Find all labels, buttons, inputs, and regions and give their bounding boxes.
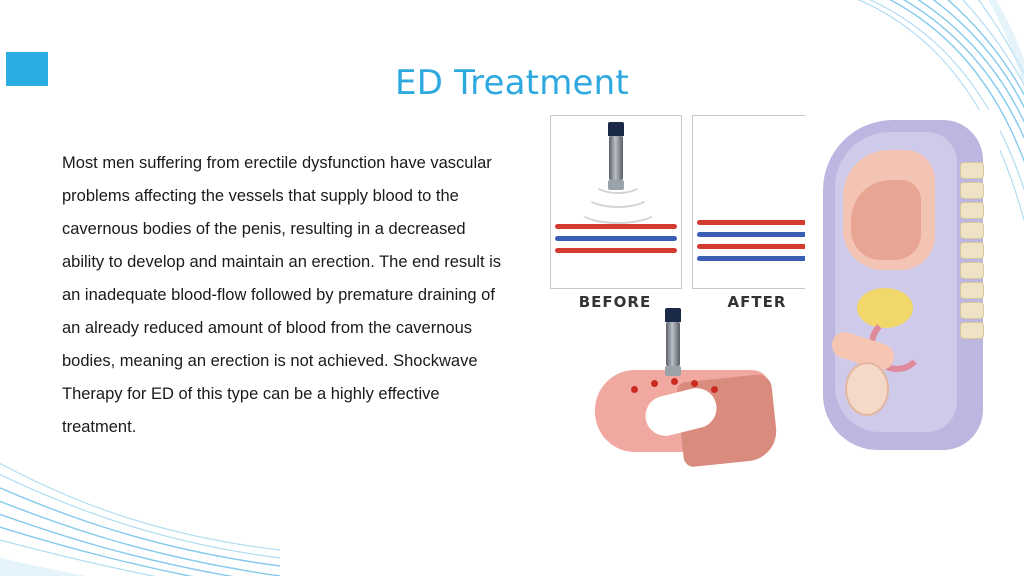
treatment-point [631,386,638,393]
blood-vessel [555,236,677,241]
treatment-point [691,380,698,387]
blood-vessel [697,232,819,237]
treatment-point [651,380,658,387]
blood-vessel [555,248,677,253]
shockwave-probe-icon [608,122,624,190]
intestine-fold [851,180,921,260]
treatment-point [671,378,678,385]
body-paragraph: Most men suffering from erectile dysfunction have vascular problems affecting the vessels that supply blood to the cavernous bodies of the penis, resulting in a decreased ability to develop and maintain an erection. The end result is an inadequate blood-flow followed by premature draining of an already reduced amount of blood from the cavernous bodies, meaning an erection is not achieved. Shockwave Therapy for ED of this type can be a highly effective treatment. [62,153,502,436]
spine [962,162,984,347]
shockwave-probe-icon [665,308,681,376]
before-label: BEFORE [578,293,652,311]
blood-vessel [555,224,677,229]
before-panel-image [550,115,682,289]
treatment-point [711,386,718,393]
treatment-illustration [585,308,795,468]
testis [845,362,889,416]
blood-vessel [697,244,819,249]
page-title: ED Treatment [395,62,629,103]
after-label: AFTER [727,293,787,311]
decorative-swoosh-bottom-left [0,426,280,576]
before-after-panels [550,115,825,310]
tissue-layers [693,196,823,288]
figure-group [530,110,1000,480]
blood-vessel [697,256,819,261]
blood-vessel [697,220,819,225]
male-anatomy-illustration [805,110,1000,460]
shockwave-arc [577,194,659,224]
